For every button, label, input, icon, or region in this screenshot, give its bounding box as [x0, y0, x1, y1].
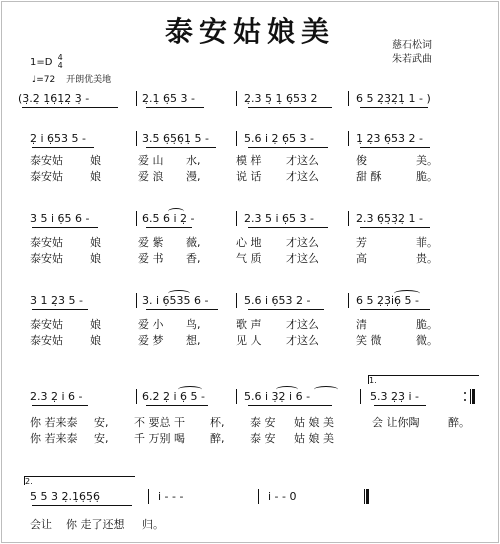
lyric: 归。 — [142, 518, 164, 531]
lyrics-line-4a — [30, 414, 480, 430]
lyric: 安, — [94, 432, 109, 445]
score-row-4 — [18, 292, 488, 310]
lyric: 千 万别 喝 — [134, 432, 185, 445]
barline — [236, 389, 237, 404]
barline — [136, 131, 137, 146]
lyric: 微。 — [416, 334, 438, 347]
beam — [360, 107, 428, 108]
beam — [248, 405, 332, 406]
lyric: 泰安姑 — [30, 236, 63, 249]
lyric: 爱 浪 — [138, 170, 164, 183]
slur — [168, 208, 184, 215]
lyricist-credit: 慈石松词 — [392, 40, 432, 51]
measure: 5.6 i 2̣ 6̣5 3 - — [244, 132, 314, 145]
barline — [348, 211, 349, 226]
lyric: 才这么 — [286, 170, 319, 183]
barline — [236, 211, 237, 226]
lyric: 才这么 — [286, 236, 319, 249]
volta-first — [368, 375, 479, 384]
beam — [360, 227, 430, 228]
lyric: 泰安姑 — [30, 170, 63, 183]
measure: 2.3 5 i 6̣5 3 - — [244, 212, 314, 225]
beam — [32, 505, 132, 506]
lyric: 娘 — [90, 170, 101, 183]
measure: 3.5 6̣5̣6̣1̣ 5 - — [142, 132, 209, 145]
lyric: 心 地 — [236, 236, 262, 249]
measure: 6 5 2̣3̣i̇6̣ 5 - — [356, 294, 420, 307]
tempo-line — [32, 72, 111, 85]
lyric: 漫, — [186, 170, 201, 183]
lyric: 脆。 — [416, 170, 438, 183]
lyric: 清 — [356, 318, 367, 331]
lyric: 娘 — [90, 318, 101, 331]
volta-second — [24, 476, 135, 485]
lyric: 美。 — [416, 154, 438, 167]
measure: 6.5 6 i 2̣ - — [142, 212, 195, 225]
measure: 2̣.3 5̣ 1̣ 6̣53 2 — [244, 92, 318, 105]
lyric: 泰安姑 — [30, 252, 63, 265]
lyrics-line-2a — [30, 234, 480, 250]
lyric: 模 样 — [236, 154, 262, 167]
expression-mark: 开朗优美地 — [66, 75, 112, 85]
barline — [258, 489, 259, 504]
lyric: 娘 — [90, 252, 101, 265]
score-row-6 — [18, 488, 488, 506]
lyric: 姑 娘 美 — [294, 416, 334, 429]
lyrics-line-3a — [30, 316, 480, 332]
slur — [178, 386, 202, 393]
measure: 1̣ 2̣3 6̣53 2 - — [356, 132, 423, 145]
lyric: 爱 书 — [138, 252, 164, 265]
beam — [146, 227, 192, 228]
tempo-mark: ♩=72 — [32, 75, 56, 85]
volta-second-label: 2. — [25, 477, 33, 486]
barline — [348, 131, 349, 146]
lyrics-line-1a — [30, 152, 480, 168]
lyric: 鸟, — [186, 318, 201, 331]
lyric: 安, — [94, 416, 109, 429]
lyric: 不 要总 干 — [134, 416, 185, 429]
lyric: 泰安姑 — [30, 318, 63, 331]
score-row-1 — [18, 90, 488, 108]
repeat-barline — [470, 389, 475, 404]
beam — [32, 309, 88, 310]
measure: 2.3 2̣ i 6 - — [30, 390, 83, 403]
lyric: 娘 — [90, 236, 101, 249]
lyric: 俊 — [356, 154, 367, 167]
measure: 6.2 2̣ i 6̣ 5 - — [142, 390, 205, 403]
song-title: 泰安姑娘美 — [164, 15, 335, 48]
lyric: 你 若来泰 — [30, 416, 78, 429]
beam — [32, 405, 88, 406]
lyric: 泰 安 — [250, 416, 276, 429]
beam — [146, 309, 218, 310]
lyric: 会 让你陶 — [372, 416, 420, 429]
lyric: 菲。 — [416, 236, 438, 249]
lyric: 脆。 — [416, 318, 438, 331]
measure: 6 5 2̣3̣2̣1̣ 1 - ) — [356, 92, 431, 105]
measure: 3 1 2̣3 5 - — [30, 294, 83, 307]
beam — [22, 107, 118, 108]
lyric: 香, — [186, 252, 201, 265]
lyric: 醉, — [210, 432, 225, 445]
barline — [360, 389, 361, 404]
lyric: 笑 微 — [356, 334, 382, 347]
measure: 5.6 i 6̣53 2 - — [244, 294, 311, 307]
lyric: 爱 山 — [138, 154, 164, 167]
beam — [248, 107, 332, 108]
lyrics-line-2b — [30, 250, 480, 266]
lyric: 娘 — [90, 154, 101, 167]
beam — [248, 227, 328, 228]
lyric: 爱 梦 — [138, 334, 164, 347]
lyric: 贵。 — [416, 252, 438, 265]
barline — [136, 211, 137, 226]
barline — [236, 91, 237, 106]
measure: 5 5 3 2̣.1̣6̣5̣6̣ — [30, 490, 100, 503]
measure: 2.3 6̣5̣3̣2̣ 1 - — [356, 212, 423, 225]
lyric: 说 话 — [236, 170, 262, 183]
lyric: 才这么 — [286, 252, 319, 265]
time-signature — [58, 54, 63, 70]
lyric: 水, — [186, 154, 201, 167]
barline — [136, 91, 137, 106]
composer-credit: 朱若武曲 — [392, 54, 432, 65]
lyric: 杯, — [210, 416, 225, 429]
barline — [136, 389, 137, 404]
barline — [348, 91, 349, 106]
barline — [148, 489, 149, 504]
slur — [394, 290, 420, 297]
lyric: 芳 — [356, 236, 367, 249]
lyric: 甜 酥 — [356, 170, 382, 183]
measure: 5.6 i 3̣2̣ i 6 - — [244, 390, 311, 403]
measure: i - - 0 — [268, 490, 297, 503]
beam — [248, 147, 328, 148]
time-top: 4 — [57, 53, 63, 62]
time-bottom: 4 — [57, 61, 63, 70]
lyric: 才这么 — [286, 154, 319, 167]
lyrics-line-1b — [30, 168, 480, 184]
lyrics-line-3b — [30, 332, 480, 348]
slur — [314, 386, 338, 393]
key-signature — [30, 54, 63, 70]
barline — [236, 293, 237, 308]
slur — [276, 386, 298, 393]
lyric: 高 — [356, 252, 367, 265]
lyric: 泰安姑 — [30, 334, 63, 347]
final-barline — [364, 489, 369, 504]
lyric: 爱 小 — [138, 318, 164, 331]
lyric: 你 走了还想 — [66, 518, 125, 531]
lyric: 爱 紫 — [138, 236, 164, 249]
lyric: 醉。 — [448, 416, 470, 429]
barline — [236, 131, 237, 146]
measure: 3 5 i 6̣5 6 - — [30, 212, 90, 225]
lyric: 气 质 — [236, 252, 262, 265]
lyric: 才这么 — [286, 334, 319, 347]
lyric: 会让 — [30, 518, 52, 531]
measure: 2̣.1̣ 6̣5 3 - — [142, 92, 195, 105]
score-row-2 — [18, 130, 488, 148]
lyric: 姑 娘 美 — [294, 432, 334, 445]
key-label: 1=D — [30, 57, 53, 68]
barline — [348, 293, 349, 308]
beam — [374, 405, 426, 406]
measure: i - - - — [158, 490, 184, 503]
beam — [146, 147, 216, 148]
beam — [248, 309, 324, 310]
lyric: 泰 安 — [250, 432, 276, 445]
lyric: 歌 声 — [236, 318, 262, 331]
lyric: 想, — [186, 334, 201, 347]
measure: 5.3 2̣3̣ i - — [370, 390, 420, 403]
barline — [136, 293, 137, 308]
lyric: 见 人 — [236, 334, 262, 347]
lyrics-line-5 — [30, 516, 480, 532]
score-row-5 — [18, 388, 488, 406]
lyric: 薇, — [186, 236, 201, 249]
beam — [146, 405, 208, 406]
beam — [360, 147, 430, 148]
lyric: 你 若来泰 — [30, 432, 78, 445]
lyric: 泰安姑 — [30, 154, 63, 167]
lyric: 娘 — [90, 334, 101, 347]
lyrics-line-4b — [30, 430, 480, 446]
beam — [360, 309, 430, 310]
slur — [168, 290, 190, 297]
beam — [32, 147, 94, 148]
measure: (3̣.2̣ 1̣6̣1̣2̣ 3̣ - — [18, 92, 90, 105]
volta-first-label: 1. — [369, 376, 377, 385]
measure: 2̣ i 6̣53 5 - — [30, 132, 87, 145]
beam — [146, 107, 204, 108]
score-row-3 — [18, 210, 488, 228]
measure: 3. i 6̣535 6 - — [142, 294, 209, 307]
lyric: 才这么 — [286, 318, 319, 331]
beam — [32, 227, 98, 228]
